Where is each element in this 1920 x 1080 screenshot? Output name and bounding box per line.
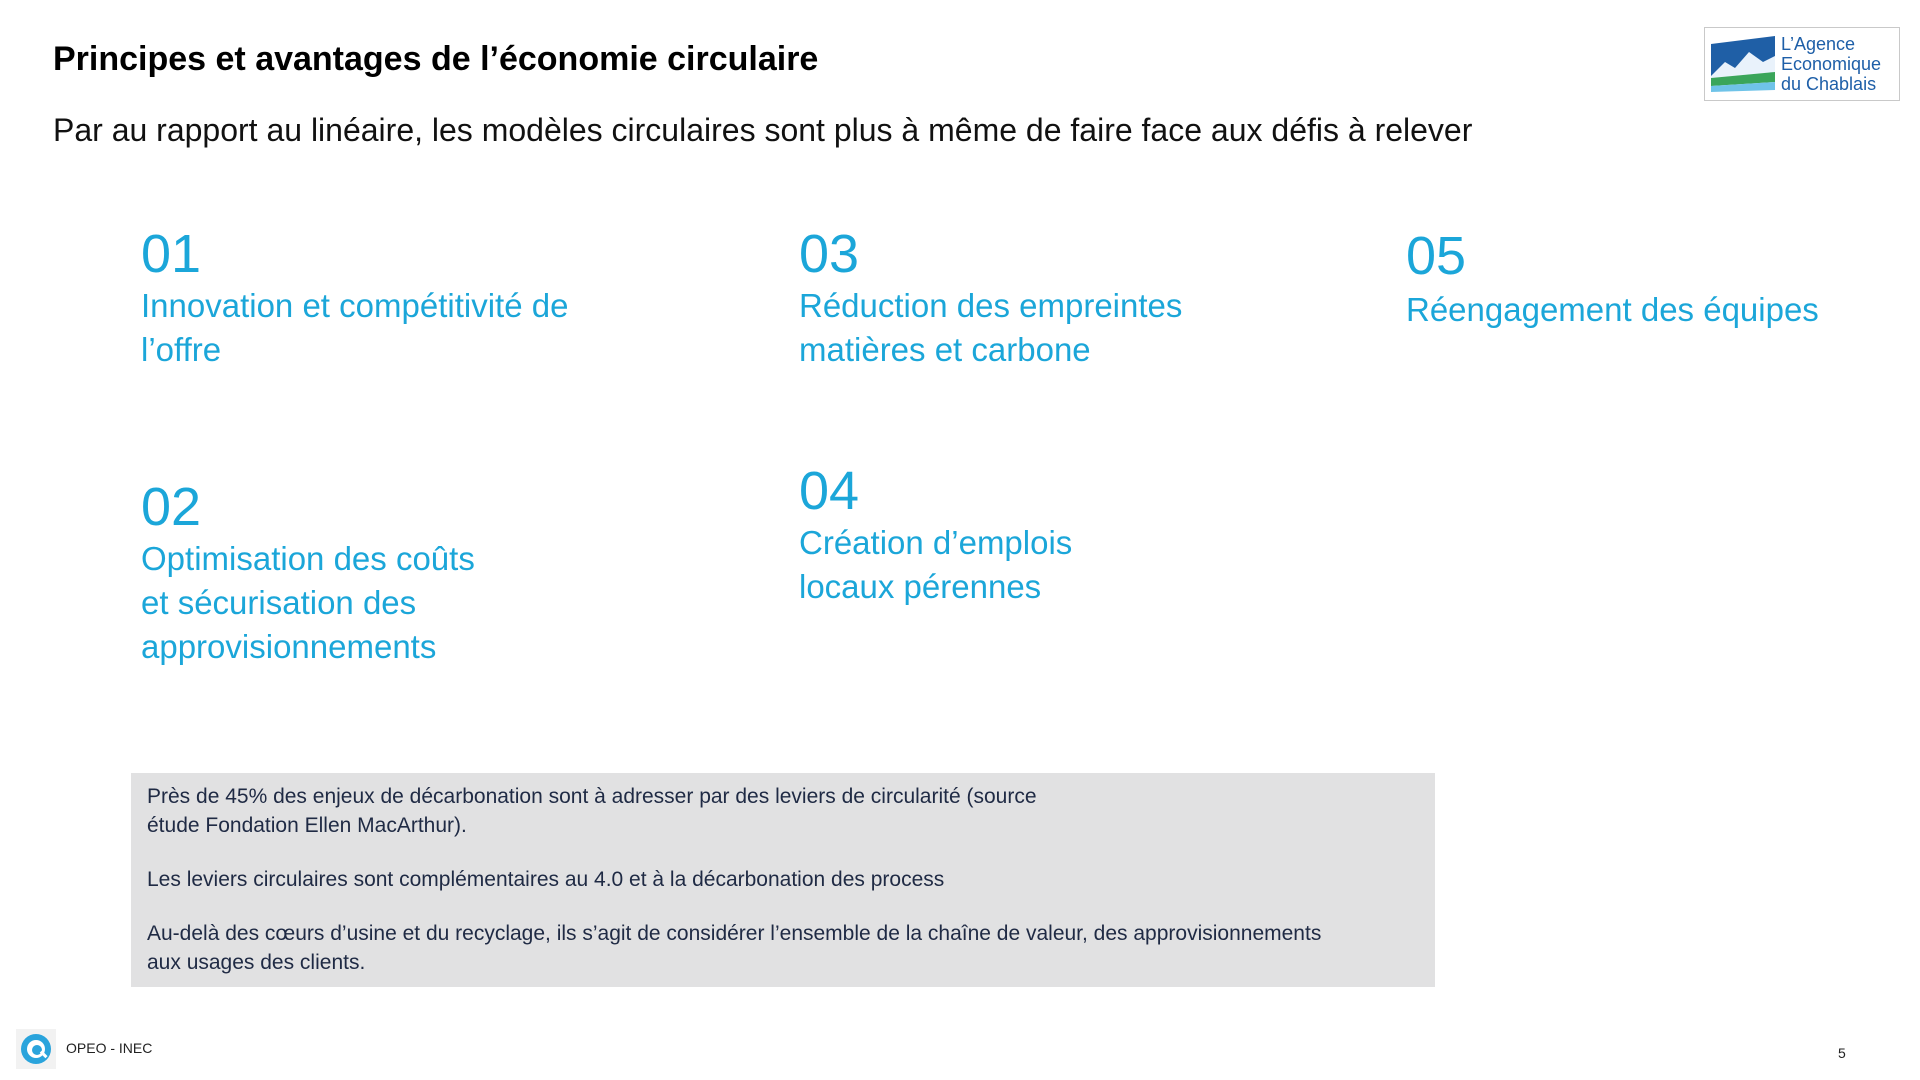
key-facts-box <box>131 773 1435 987</box>
benefit-label-line: l’offre <box>141 331 222 368</box>
benefit-label-line: approvisionnements <box>141 628 437 665</box>
benefit-label-line: Optimisation des coûts <box>141 540 475 577</box>
page-number: 5 <box>1838 1045 1846 1061</box>
fact-line: étude Fondation Ellen MacArthur). <box>147 814 467 837</box>
benefit-label-line: matières et carbone <box>799 331 1091 368</box>
opeo-logo-icon <box>16 1029 56 1069</box>
fact-decarbonation <box>147 782 1107 840</box>
page-title: Principes et avantages de l’économie circulaire <box>53 40 819 78</box>
benefit-number: 05 <box>1406 226 1467 286</box>
logo-text-line-3: du Chablais <box>1781 74 1877 94</box>
logo-text-line-1: L’Agence <box>1781 34 1856 54</box>
benefit-label-line: Réengagement des équipes <box>1406 291 1819 328</box>
agence-chablais-logo <box>1704 27 1900 101</box>
footer-company: OPEO - INEC <box>66 1040 153 1056</box>
benefit-label-line: Innovation et compétitivité de <box>141 287 569 324</box>
benefit-01 <box>141 224 661 372</box>
benefit-02 <box>141 477 661 669</box>
benefit-label-line: Réduction des empreintes <box>799 287 1183 324</box>
benefit-number: 03 <box>799 224 860 284</box>
benefit-label-line: et sécurisation des <box>141 584 417 621</box>
fact-complementarity: Les leviers circulaires sont complémentaires au 4.0 et à la décarbonation des process <box>147 868 945 891</box>
fact-line: aux usages des clients. <box>147 951 366 974</box>
fact-line: Près de 45% des enjeux de décarbonation sont à adresser par des leviers de circularité (source <box>147 785 1037 808</box>
benefit-label-line: locaux pérennes <box>799 568 1042 605</box>
benefit-number: 04 <box>799 461 860 521</box>
mountain-logo-icon <box>1711 32 1775 96</box>
fact-value-chain <box>147 919 1419 977</box>
fact-line: Au-delà des cœurs d’usine et du recyclage, ils s’agit de considérer l’ensemble de la chaîne de valeur, des approvisionnements <box>147 922 1322 945</box>
benefit-number: 02 <box>141 477 202 537</box>
benefit-05 <box>1406 226 1886 332</box>
benefit-03 <box>799 224 1319 372</box>
benefit-label-line: Création d’emplois <box>799 524 1073 561</box>
logo-text-line-2: Economique <box>1781 54 1882 74</box>
page-subtitle: Par au rapport au linéaire, les modèles circulaires sont plus à même de faire face aux défis à relever <box>53 112 1473 148</box>
benefit-04 <box>799 461 1319 609</box>
benefit-number: 01 <box>141 224 202 284</box>
